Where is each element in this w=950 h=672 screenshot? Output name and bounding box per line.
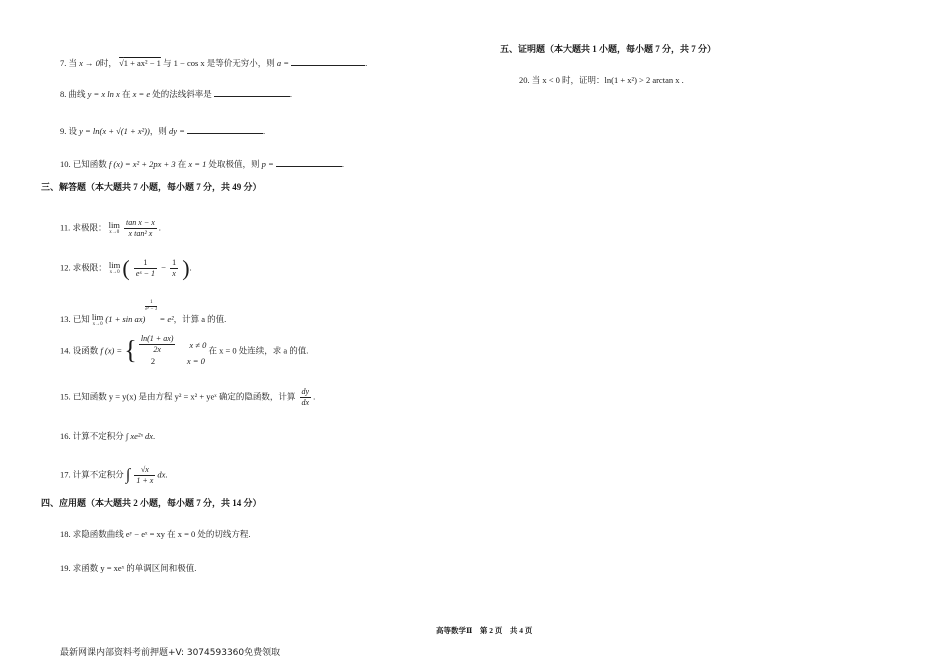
paren-left: ( bbox=[122, 255, 130, 281]
denominator: eˣ − 1 bbox=[135, 269, 156, 278]
paren-right: ) bbox=[182, 255, 190, 281]
text: 处取极值，则 bbox=[206, 159, 260, 169]
condition: x = 0 bbox=[186, 356, 205, 366]
math: = e² bbox=[157, 314, 174, 324]
math: dy = bbox=[168, 126, 185, 136]
answer-blank-10[interactable] bbox=[276, 157, 345, 169]
question-number: 8. bbox=[60, 89, 67, 99]
question-number: 11. bbox=[60, 222, 71, 233]
text: . bbox=[165, 469, 168, 480]
section-5-title: 五、证明题（本大题共 1 小题，每小题 7 分，共 7 分） bbox=[500, 44, 717, 54]
condition: x ≠ 0 bbox=[189, 339, 207, 350]
minus: − bbox=[161, 262, 166, 273]
numerator: 1 bbox=[134, 258, 157, 269]
denominator: x bbox=[172, 269, 176, 278]
denominator: 2x bbox=[153, 345, 161, 354]
limit bbox=[109, 221, 120, 236]
math: x → 0 bbox=[79, 58, 100, 68]
brace: { bbox=[124, 335, 137, 365]
text: . bbox=[189, 262, 192, 273]
denominator: eˣ − 1 bbox=[145, 307, 158, 312]
sqrt-expr: √1 + ax² − 1 bbox=[119, 58, 161, 68]
text: 求极限： bbox=[72, 222, 107, 233]
integrand-fraction bbox=[134, 465, 155, 486]
text: ，计算 a 的值. bbox=[173, 314, 227, 324]
numerator: ln(1 + ax) bbox=[140, 334, 174, 343]
derivative-fraction bbox=[300, 387, 312, 408]
fraction-1 bbox=[134, 258, 157, 279]
text: . bbox=[158, 222, 161, 233]
math: x = 1 bbox=[188, 159, 207, 169]
text: . bbox=[289, 89, 292, 99]
lim-label: lim bbox=[108, 220, 120, 230]
math: f (x) = x² + 2px + 3 bbox=[108, 159, 176, 169]
lim-sub: x→0 bbox=[109, 230, 120, 235]
answer-blank-8[interactable] bbox=[214, 87, 290, 97]
question-15 bbox=[60, 387, 315, 408]
text: 当 x < 0 时，证明：ln(1 + x²) > 2 arctan x . bbox=[531, 75, 684, 85]
numerator: 1 bbox=[172, 258, 177, 267]
limit bbox=[92, 313, 103, 328]
text: 求隐函数曲线 eʸ − eˣ = xy 在 x = 0 处的切线方程. bbox=[72, 529, 251, 539]
math: y = ln(x + √(1 + x²)) bbox=[79, 126, 150, 136]
question-number: 16. bbox=[60, 431, 71, 441]
text: 在 bbox=[119, 89, 133, 99]
case-1 bbox=[139, 334, 206, 355]
numerator: 1 bbox=[145, 300, 157, 307]
question-number: 19. bbox=[60, 563, 71, 573]
lim-sub: x→0 bbox=[109, 270, 120, 275]
piecewise bbox=[139, 334, 206, 367]
limit bbox=[109, 261, 120, 276]
text: 已知函数 bbox=[72, 159, 107, 169]
question-number: 14. bbox=[60, 345, 71, 356]
text: 计算不定积分 bbox=[72, 469, 124, 480]
question-number: 10. bbox=[60, 159, 71, 169]
watermark-text: 最新网课内部资料考前押题+V: 3074593360免费领取 bbox=[60, 648, 281, 658]
text: 计算不定积分 bbox=[72, 431, 124, 441]
question-11 bbox=[60, 218, 161, 239]
numerator: dy bbox=[301, 387, 310, 396]
question-number: 13. bbox=[60, 314, 71, 324]
answer-blank-9[interactable] bbox=[187, 124, 266, 136]
text: ，则 bbox=[149, 126, 167, 136]
question-17 bbox=[60, 465, 168, 486]
question-number: 17. bbox=[60, 469, 71, 480]
math: dx bbox=[157, 469, 166, 480]
page-footer: 高等数学Ⅱ 第 2 页 共 4 页 bbox=[436, 626, 533, 635]
fraction bbox=[124, 218, 157, 239]
question-7 bbox=[60, 56, 367, 69]
question-16 bbox=[60, 430, 155, 442]
text: . bbox=[152, 431, 156, 441]
question-20 bbox=[519, 74, 684, 86]
text: . bbox=[262, 126, 266, 136]
question-number: 7. bbox=[60, 58, 67, 68]
denominator: dx bbox=[301, 398, 310, 407]
math: x = e bbox=[132, 89, 151, 99]
text: . bbox=[313, 391, 316, 402]
lim-label: lim bbox=[91, 311, 104, 322]
question-number: 12. bbox=[60, 262, 71, 273]
numerator: tan x − x bbox=[126, 218, 155, 227]
question-number: 9. bbox=[60, 126, 67, 136]
math: a = bbox=[276, 58, 290, 68]
text: 求函数 y = xeˣ 的单调区间和极值. bbox=[72, 563, 197, 573]
text: 设函数 bbox=[72, 345, 99, 356]
text: 求极限： bbox=[72, 262, 107, 273]
lim-label: lim bbox=[108, 260, 121, 270]
text: 曲线 bbox=[68, 89, 86, 99]
math: ∫ xe²ˣ dx bbox=[125, 431, 153, 441]
question-10 bbox=[60, 157, 344, 170]
math: p = bbox=[261, 159, 274, 169]
denominator: 1 + x bbox=[136, 476, 154, 485]
text: 处的法线斜率是 bbox=[150, 89, 212, 99]
question-12 bbox=[60, 255, 192, 281]
question-number: 15. bbox=[60, 391, 71, 402]
text: 时， bbox=[99, 58, 117, 68]
question-19 bbox=[60, 562, 196, 574]
math: (1 + sin ax) bbox=[105, 314, 146, 324]
exponent-fraction bbox=[145, 300, 157, 313]
case-2 bbox=[139, 355, 206, 367]
question-13 bbox=[60, 300, 226, 328]
math: f (x) = bbox=[100, 345, 123, 356]
section-3-title: 三、解答题（本大题共 7 小题，每小题 7 分，共 49 分） bbox=[41, 182, 262, 192]
text: 设 bbox=[68, 126, 78, 136]
denominator: x tan² x bbox=[128, 229, 153, 238]
lim-sub: x→0 bbox=[92, 321, 103, 327]
text: . bbox=[341, 159, 345, 169]
text: 在 bbox=[175, 159, 189, 169]
question-9 bbox=[60, 124, 265, 137]
text: 在 x = 0 处连续，求 a 的值. bbox=[208, 345, 309, 356]
question-number: 20. bbox=[519, 75, 530, 85]
case-2-value: 2 bbox=[150, 356, 156, 366]
text: 已知函数 y = y(x) 是由方程 y² = x² + yeˣ 确定的隐函数，计算 bbox=[72, 391, 296, 402]
text: . bbox=[365, 58, 368, 68]
text: 已知 bbox=[72, 314, 90, 324]
integral-sign: ∫ bbox=[125, 466, 131, 484]
text: 与 1 − cos x 是等价无穷小，则 bbox=[160, 58, 275, 68]
question-14 bbox=[60, 334, 308, 367]
question-8 bbox=[60, 87, 292, 100]
text: 当 bbox=[68, 58, 78, 68]
question-number: 18. bbox=[60, 529, 71, 539]
question-18 bbox=[60, 528, 251, 540]
answer-blank-7[interactable] bbox=[291, 56, 368, 68]
numerator: √x bbox=[134, 465, 155, 476]
section-4-title: 四、应用题（本大题共 2 小题，每小题 7 分，共 14 分） bbox=[41, 498, 262, 508]
fraction-2 bbox=[170, 258, 178, 279]
math: y = x ln x bbox=[87, 89, 120, 99]
math: 1 + ax² − 1 bbox=[123, 58, 161, 68]
case-1-value bbox=[139, 334, 176, 355]
